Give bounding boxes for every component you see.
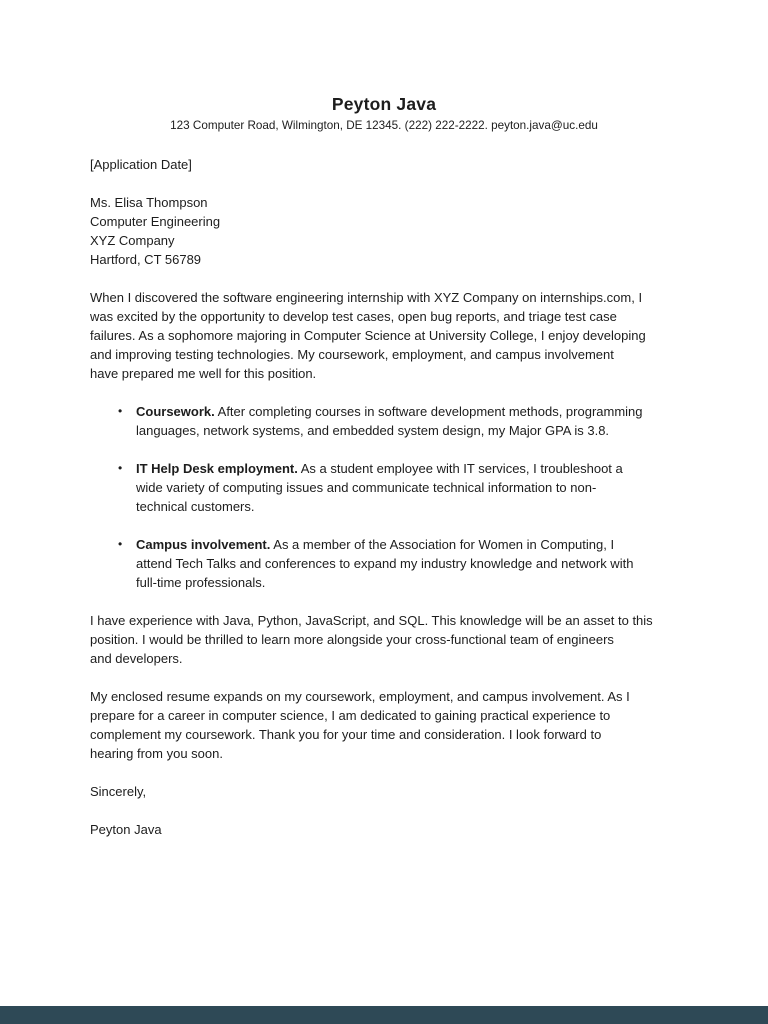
text-line: My enclosed resume expands on my coursework, employment, and campus involvement. As I <box>90 689 630 704</box>
application-date: [Application Date] <box>90 157 192 172</box>
bullet-icon: • <box>118 404 123 418</box>
text-line: have prepared me well for this position. <box>90 366 317 381</box>
text-line: position. I would be thrilled to learn more alongside your cross-functional team of engineers <box>90 632 614 647</box>
text-line: IT Help Desk employment. As a student employee with IT services, I troubleshoot a <box>136 461 623 476</box>
text-line: languages, network systems, and embedded system design, my Major GPA is 3.8. <box>136 423 610 438</box>
recipient-line: Hartford, CT 56789 <box>90 252 202 267</box>
bullet-item <box>90 459 678 516</box>
text-line: and developers. <box>90 651 183 666</box>
paragraph <box>90 611 678 668</box>
text-line: attend Tech Talks and conferences to expand my industry knowledge and network with <box>136 556 634 571</box>
bullet-text <box>136 402 678 440</box>
paragraph <box>90 288 678 383</box>
bullet-icon: • <box>118 537 123 551</box>
bullet-text <box>136 459 678 516</box>
letter-paragraphs <box>90 288 678 763</box>
text-line: failures. As a sophomore majoring in Computer Science at University College, I enjoy developing <box>90 328 646 343</box>
bullet-item <box>90 535 678 592</box>
signature-name: Peyton Java <box>90 822 162 837</box>
recipient-address-block <box>90 193 678 269</box>
text-line: complement my coursework. Thank you for your time and consideration. I look forward to <box>90 727 602 742</box>
letter-body <box>0 155 768 839</box>
text-line: full-time professionals. <box>136 575 266 590</box>
text-line: hearing from you soon. <box>90 746 223 761</box>
sender-contact-line: 123 Computer Road, Wilmington, DE 12345. (222) 222-2222. peyton.java@uc.edu <box>170 119 598 132</box>
letter-header <box>0 0 768 133</box>
text-line: Campus involvement. As a member of the Association for Women in Computing, I <box>136 537 615 552</box>
recipient-line: Ms. Elisa Thompson <box>90 195 208 210</box>
paragraph <box>90 687 678 763</box>
text-line: was excited by the opportunity to develop test cases, open bug reports, and triage test case <box>90 309 617 324</box>
text-line: technical customers. <box>136 499 255 514</box>
text-line: wide variety of computing issues and communicate technical information to non- <box>136 480 597 495</box>
closing-salutation: Sincerely, <box>90 784 147 799</box>
text-line: prepare for a career in computer science, I am dedicated to gaining practical experience to <box>90 708 611 723</box>
recipient-line: Computer Engineering <box>90 214 221 229</box>
text-line: I have experience with Java, Python, JavaScript, and SQL. This knowledge will be an asset to this <box>90 613 653 628</box>
recipient-line: XYZ Company <box>90 233 175 248</box>
text-line: Coursework. After completing courses in software development methods, programming <box>136 404 643 419</box>
viewer-background-bottom-bar <box>0 1006 768 1024</box>
sender-name: Peyton Java <box>331 94 437 114</box>
text-line: and improving testing technologies. My coursework, employment, and campus involvement <box>90 347 614 362</box>
bullet-item <box>90 402 678 440</box>
text-line: When I discovered the software engineering internship with XYZ Company on internships.com, I <box>90 290 643 305</box>
bullet-text <box>136 535 678 592</box>
bullet-icon: • <box>118 461 123 475</box>
